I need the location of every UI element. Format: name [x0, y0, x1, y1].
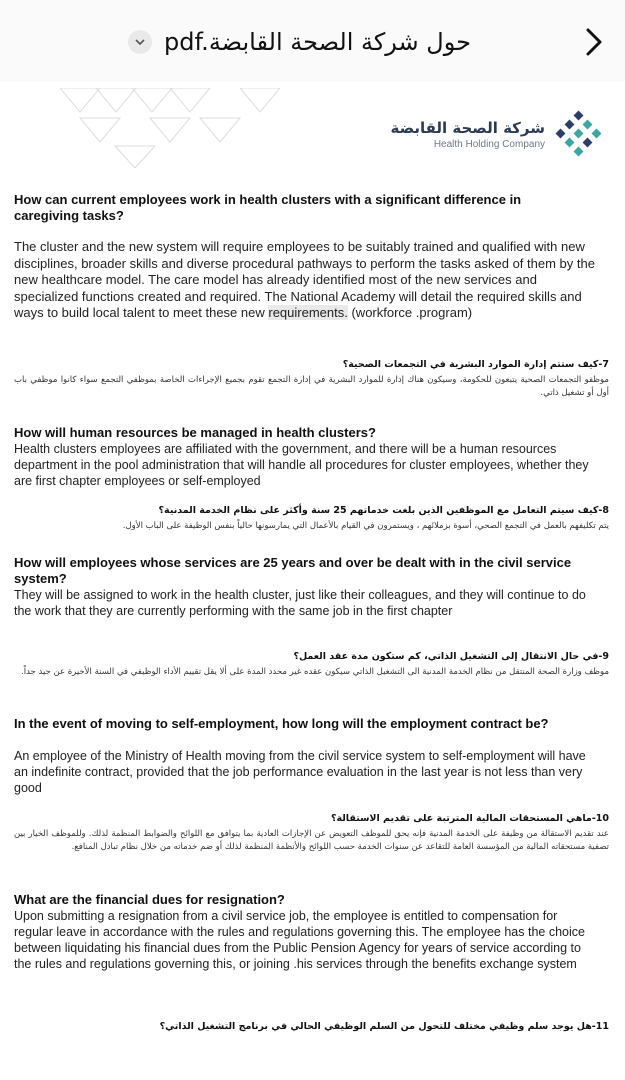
document-title-button[interactable] — [128, 20, 471, 64]
question-english: How can current employees work in health clusters with a significant difference in caregiving tasks? — [14, 192, 522, 223]
answer-english: Upon submitting a resignation from a civil service job, the employee is entitled to compensation for regular leave in accordance with the rules and regulations governing this. The employee has the choice between liquidating his financial dues from the Public Pension Agency for years of service according to the rules and regulations governing this, or joining .his services through the benefits exchange system — [14, 909, 585, 971]
question-english: How will human resources be managed in health clusters? — [14, 425, 376, 440]
answer-english: Health clusters employees are affiliated with the government, and there will be a human resources department in the pool administration that will handle all procedures for cluster employees, whether they are first chapter employees or self-employed — [14, 442, 589, 488]
logo-arabic-name: شركة الصحة القابضة — [390, 118, 545, 137]
chevron-down-icon[interactable] — [128, 30, 152, 54]
answer-english: They will be assigned to work in the health cluster, just like their colleagues, and they will continue to do the work that they are currently performing with the same job in the first chapter — [14, 588, 586, 618]
question-arabic: 8-كيف سيتم التعامل مع الموظفين الذين بلغت خدماتهم 25 سنة وأكثر على نظام الخدمة المدنية؟ — [158, 505, 609, 516]
answer-english: An employee of the Ministry of Health moving from the civil service system to self-employment will have an indefinite contract, provided that the job performance evaluation in the last year is not less than very good — [14, 749, 586, 795]
answer-arabic: موظف وزارة الصحة المنتقل من نظام الخدمة المدنية الى التشغيل الذاتي سيكون عقده غير محدد المدة على ألا يقل تقييم الأداء الوظيفي في السنة الأخيرة عن جيد جداً. — [21, 667, 609, 677]
question-arabic: 7-كيف ستتم إدارة الموارد البشرية في التجمعات الصحية؟ — [342, 359, 609, 370]
forward-button[interactable] — [579, 24, 609, 60]
question-english: What are the financial dues for resignation? — [14, 892, 285, 907]
document-title: pdf.حول شركة الصحة القابضة — [164, 28, 471, 56]
company-logo — [390, 110, 603, 158]
question-arabic: 10-ماهي المستحقات المالية المترتبة على تقديم الاستقالة؟ — [330, 813, 609, 824]
logo-english-name: Health Holding Company — [433, 138, 545, 150]
answer-arabic: يتم تكليفهم بالعمل في التجمع الصحي، أسوة بزملائهم ، ويستمرون في القيام بالأعمال التي يمارسونها حالياً بنفس الوظيفة على الباب الأول. — [122, 521, 609, 531]
viewer-header — [0, 0, 625, 83]
question-arabic: 9-في حال الانتقال إلى التشغيل الذاتي، كم ستكون مدة عقد العمل؟ — [293, 651, 609, 662]
highlighted-text: requirements. — [268, 305, 348, 320]
question-arabic: 11-هل يوجد سلم وظيفي مختلف للتحول من السلم الوظيفي الحالي في برنامج التشغيل الذاتي؟ — [159, 1021, 609, 1032]
answer-english: The cluster and the new system will require employees to be suitably trained and qualified with new disciplines, broader skills and diverse procedural pathways to perform the tasks asked of them by the new healthcare model. The care model has already identified most of the new services and specialized functions created and required. The National Academy will detail the required skills and ways to build local talent to meet these new requirements. (workforce .program) — [14, 239, 595, 320]
pdf-page — [0, 82, 625, 1080]
logo-diamond-icon — [555, 110, 603, 158]
watermark-triangles-icon — [60, 88, 320, 168]
question-english: How will employees whose services are 25 years and over be dealt with in the civil service system? — [14, 555, 572, 586]
chevron-right-icon — [584, 27, 604, 57]
question-english: In the event of moving to self-employment, how long will the employment contract be? — [14, 716, 549, 731]
answer-arabic: عند تقديم الاستقالة من وظيفة على الخدمة المدنية فإنه يحق للموظف التعويض عن الإجازات العادية بما يتوافق مع اللوائح والضوابط المنظمة لذلك. وللموظف الخيار بين تصفية مستحقاته المالية من المؤسسة العامة للتقاعد عن سنوات الخدمة حسب اللوائح والأنظمة المنظمة لذلك أو ضم خدماته من خلال نظام تبادل المنافع. — [14, 829, 609, 852]
answer-arabic: موظفو التجمعات الصحية يتبعون للحكومة، وسيكون هناك إدارة للموارد البشرية في إدارة التجمع تقوم بجميع الإجراءات الخاصة بموظفي التجمع سواء كانوا موظفي باب أول أو تشغيل ذاتي. — [14, 375, 609, 398]
